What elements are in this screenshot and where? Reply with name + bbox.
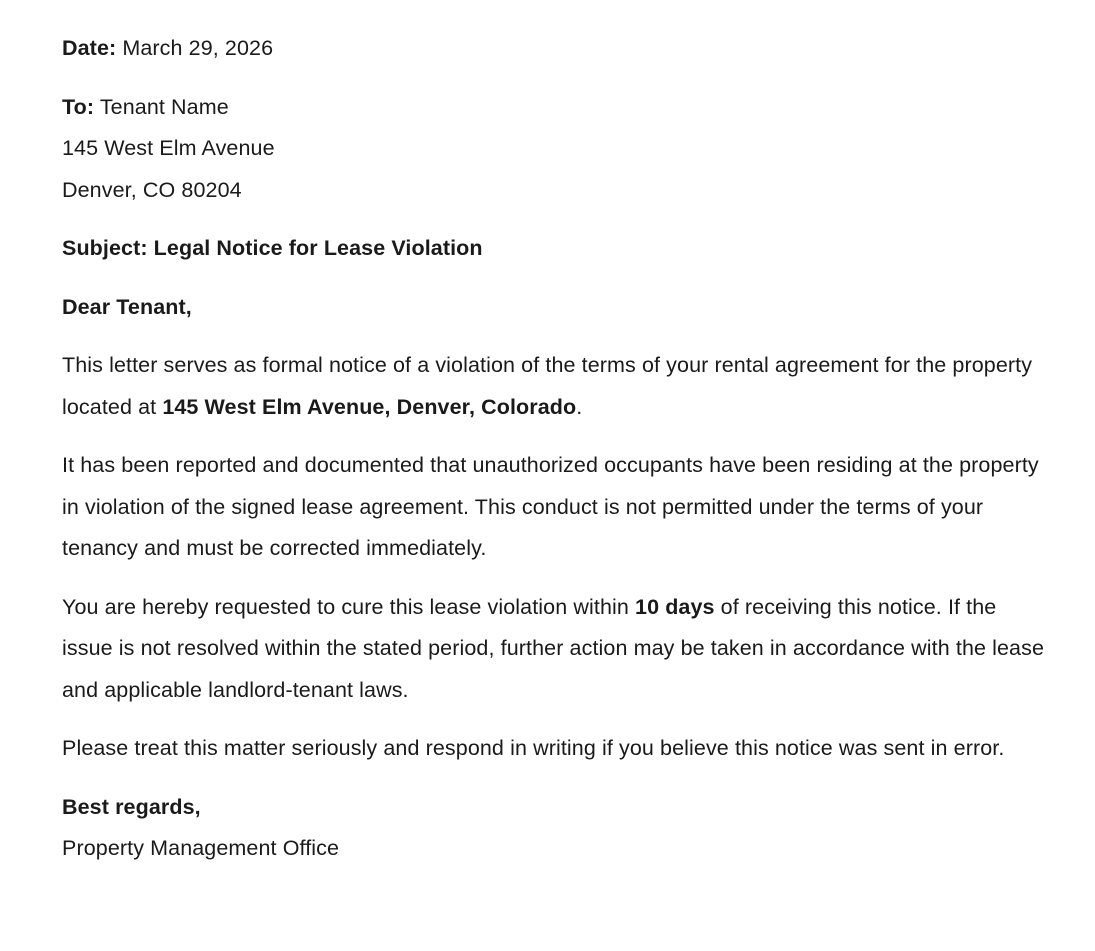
closing-salutation: Best regards, xyxy=(62,794,201,819)
date-line xyxy=(62,28,1053,70)
subject-line: Subject: Legal Notice for Lease Violation xyxy=(62,236,483,260)
date-label: Date: xyxy=(62,36,117,60)
date-value: March 29, 2026 xyxy=(122,36,274,60)
recipient-name: Tenant Name xyxy=(99,94,229,119)
spacer-before-closing xyxy=(62,770,1053,787)
paragraph-response-request: Please treat this matter seriously and respond in writing if you believe this notice was sent in error. xyxy=(62,736,1005,760)
spacer-paragraph-2 xyxy=(62,570,1053,587)
cure-text-after: of receiving this notice. If the issue is not resolved within the stated period, further action may be taken in accordance with the lease and applicable landlord-tenant laws. xyxy=(62,594,1045,702)
spacer-after-address xyxy=(62,211,1053,228)
spacer-after-date xyxy=(62,70,1053,87)
recipient-line xyxy=(62,87,1053,129)
spacer-after-salutation xyxy=(62,328,1053,345)
address-line-2: Denver, CO 80204 xyxy=(62,177,242,202)
spacer-paragraph-3 xyxy=(62,711,1053,728)
salutation: Dear Tenant, xyxy=(62,294,192,319)
paragraph-unauthorized-occupants: It has been reported and documented that unauthorized occupants have been residing at the property in violation of the signed lease agreement. This conduct is not permitted under the terms of your tenancy and must be corrected immediately. xyxy=(62,453,1039,560)
paragraph-cure-period xyxy=(62,587,1053,712)
spacer-paragraph-1 xyxy=(62,428,1053,445)
paragraph-text-after: . xyxy=(576,394,583,419)
address-line-1: 145 West Elm Avenue xyxy=(62,136,275,160)
paragraph-violation-notice xyxy=(62,345,1053,428)
letter-body xyxy=(62,28,1053,870)
cure-text-before: You are hereby requested to cure this lease violation within xyxy=(62,594,636,619)
paragraph-text-before: This letter serves as formal notice of a violation of the terms of your rental agreement for the property located at xyxy=(62,353,1033,419)
spacer-after-subject xyxy=(62,270,1053,287)
signature-block: Property Management Office xyxy=(62,836,340,860)
to-label: To: xyxy=(62,94,95,119)
cure-days-emphasis: 10 days xyxy=(635,594,715,619)
property-address-emphasis: 145 West Elm Avenue, Denver, Colorado xyxy=(162,394,577,419)
